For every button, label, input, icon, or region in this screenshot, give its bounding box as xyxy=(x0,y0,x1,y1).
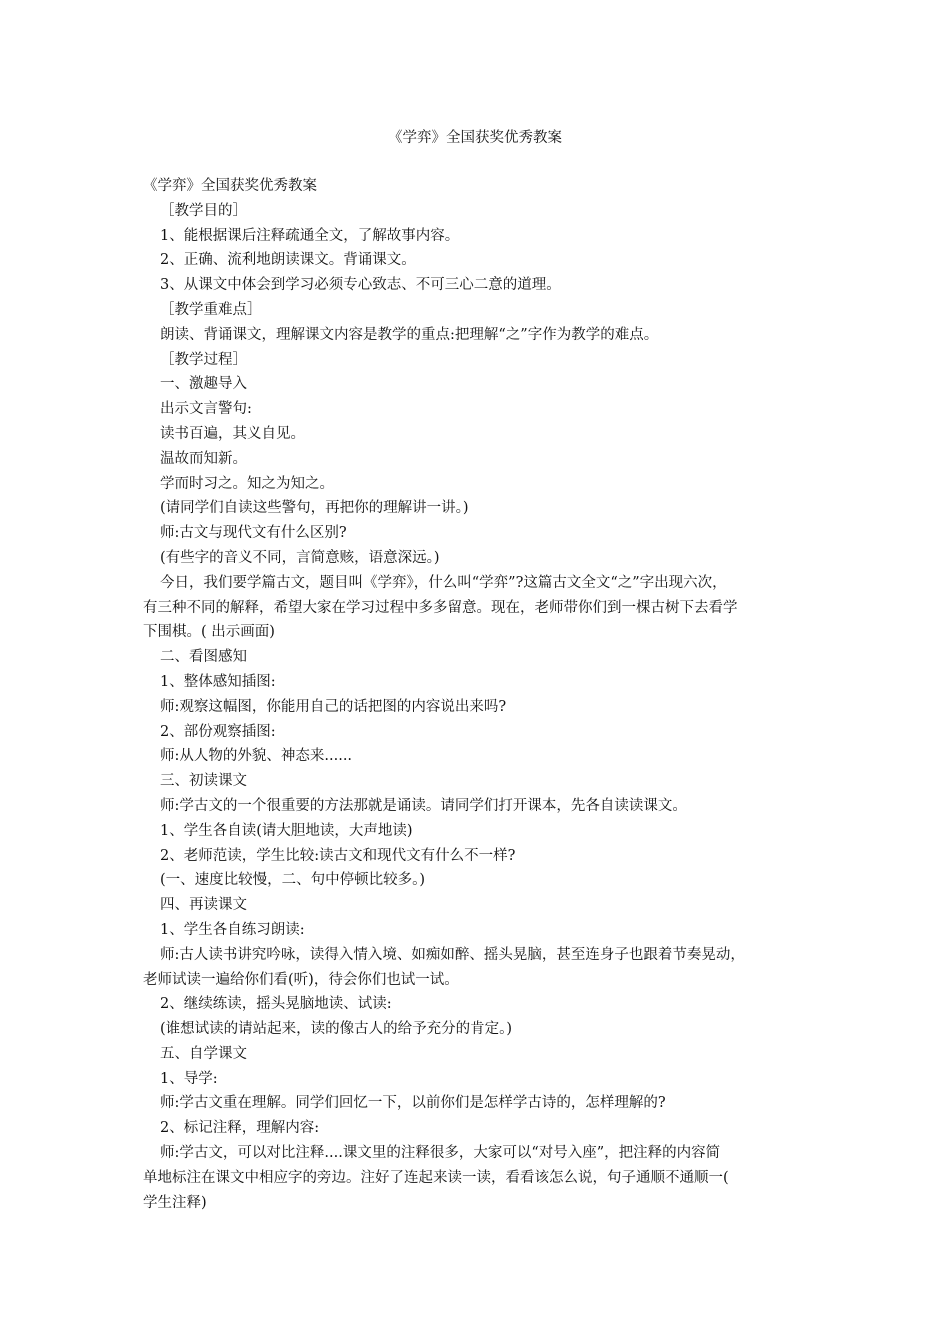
text-line: 1、整体感知插图: xyxy=(160,673,276,690)
text-line: 二、看图感知 xyxy=(160,649,247,666)
text-line: 有三种不同的解释，希望大家在学习过程中多多留意。现在，老师带你们到一棵古树下去看学 xyxy=(143,599,738,616)
text-line: 五、自学课文 xyxy=(160,1045,247,1062)
page-title: 《学弈》全国获奖优秀教案 xyxy=(388,130,562,146)
text-line: ［教学过程］ xyxy=(160,351,247,368)
text-line: 3、从课文中体会到学习必须专心致志、不可三心二意的道理。 xyxy=(160,277,561,294)
text-line: 师:古文与现代文有什么区别? xyxy=(160,525,347,542)
text-line: 一、激趣导入 xyxy=(160,376,247,393)
text-line: 学而时习之。知之为知之。 xyxy=(160,475,334,492)
text-line: (有些字的音义不同，言简意赅，语意深远。) xyxy=(160,549,440,566)
document-body xyxy=(143,174,818,1215)
text-line: ［教学目的］ xyxy=(160,202,247,219)
text-line: (一、速度比较慢，二、句中停顿比较多。) xyxy=(160,872,426,889)
text-line: 师:学古文重在理解。同学们回忆一下，以前你们是怎样学古诗的，怎样理解的? xyxy=(160,1095,666,1112)
text-line: 《学弈》全国获奖优秀教案 xyxy=(143,178,317,194)
text-line: 1、能根据课后注释疏通全文，了解故事内容。 xyxy=(160,227,460,244)
text-line: 读书百遍，其义自见。 xyxy=(160,425,305,442)
text-line: 四、再读课文 xyxy=(160,897,247,914)
text-line: 2、正确、流利地朗读课文。背诵课文。 xyxy=(160,252,416,269)
text-line: (请同学们自读这些警句，再把你的理解讲一讲。) xyxy=(160,500,469,517)
text-line: (谁想试读的请站起来，读的像古人的给予充分的肯定。) xyxy=(160,1021,513,1038)
text-line: 2、老师范读，学生比较:读古文和现代文有什么不一样? xyxy=(160,847,516,864)
text-line: 单地标注在课文中相应字的旁边。注好了连起来读一读，看看该怎么说，句子通顺不通顺一( xyxy=(143,1169,729,1186)
text-line: 下围棋。( 出示画面) xyxy=(143,624,275,641)
text-line: 2、标记注释，理解内容: xyxy=(160,1120,320,1137)
text-line: 学生注释) xyxy=(143,1194,207,1211)
text-line: 师:学古文，可以对比注释....课文里的注释很多，大家可以“对号入座”，把注释的内容简 xyxy=(160,1145,721,1162)
text-line: 1、学生各自读(请大胆地读，大声地读) xyxy=(160,822,413,839)
text-line: 2、部份观察插图: xyxy=(160,723,276,740)
text-line: 师:古人读书讲究吟咏，读得入情入境、如痴如醉、摇头晃脑，甚至连身子也跟着节奏晃动， xyxy=(160,946,745,963)
text-line: 三、初读课文 xyxy=(160,773,247,790)
text-line: 出示文言警句: xyxy=(160,401,252,418)
text-line: 师:学古文的一个很重要的方法那就是诵读。请同学们打开课本，先各自读读课文。 xyxy=(160,797,687,814)
text-line: 今日，我们要学篇古文，题目叫《学弈》，什么叫“学弈”?这篇古文全文“之”字出现六次， xyxy=(160,574,727,591)
text-line: 1、导学: xyxy=(160,1070,218,1087)
text-line: 师:观察这幅图，你能用自己的话把图的内容说出来吗? xyxy=(160,698,507,715)
text-line: 朗读、背诵课文，理解课文内容是教学的重点:把理解“之”字作为教学的难点。 xyxy=(160,326,659,343)
text-line: ［教学重难点］ xyxy=(160,301,262,318)
text-line: 老师试读一遍给你们看(听)，待会你们也试一试。 xyxy=(143,971,459,988)
text-line: 师:从人物的外貌、神态来...... xyxy=(160,748,353,765)
text-line: 1、学生各自练习朗读: xyxy=(160,921,305,938)
text-line: 温故而知新。 xyxy=(160,450,247,467)
text-line: 2、继续练读，摇头晃脑地读、试读: xyxy=(160,996,392,1013)
